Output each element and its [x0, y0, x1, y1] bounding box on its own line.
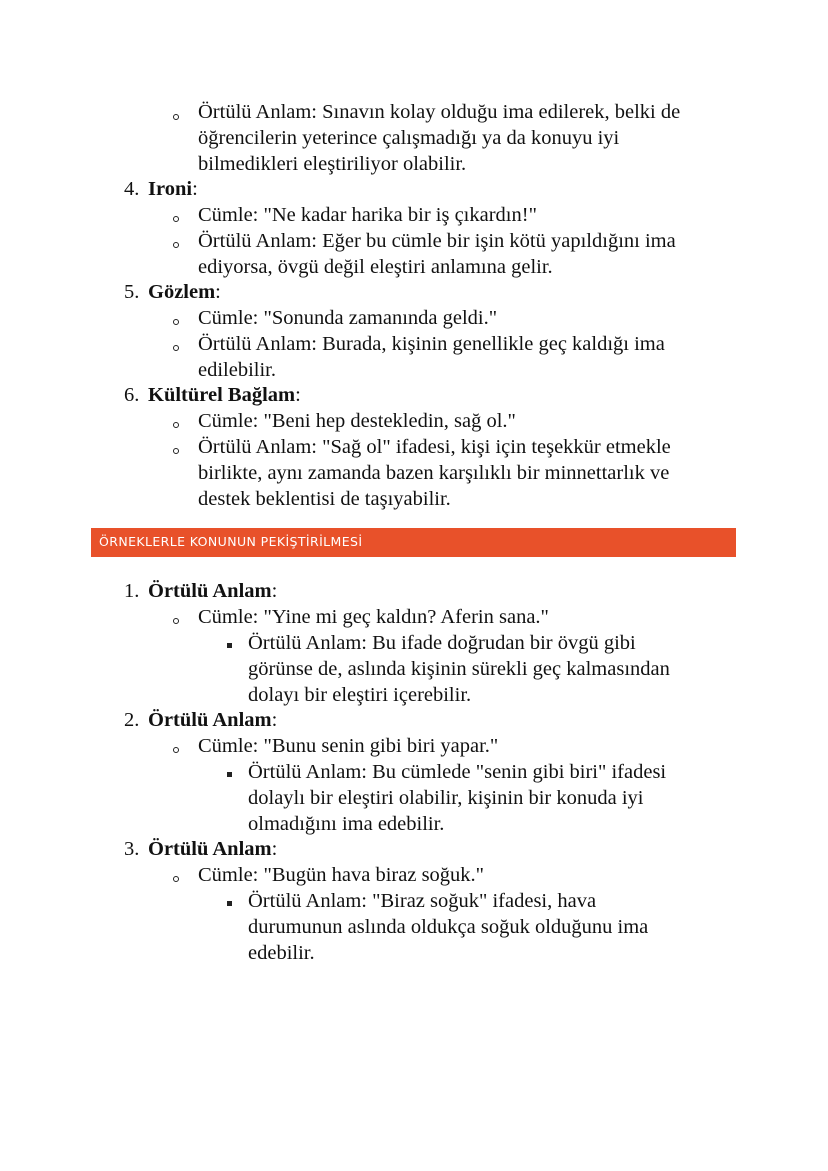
- item-title: Ironi: [148, 178, 193, 200]
- circle-bullet-icon: [173, 114, 179, 120]
- item-title: Örtülü Anlam: [148, 838, 272, 860]
- item-title-line: Örtülü Anlam:: [148, 838, 278, 860]
- intro-line: öğrencilerin yeterince çalışmadığı ya da konuyu iyi: [198, 127, 620, 149]
- list-number: 2.: [124, 709, 140, 731]
- circle-bullet-icon: [173, 747, 179, 753]
- implied-text: edebilir.: [248, 942, 315, 964]
- list-number: 5.: [124, 281, 140, 303]
- circle-bullet-icon: [173, 448, 179, 454]
- implied-text: edilebilir.: [198, 359, 276, 381]
- sentence-text: Cümle: "Yine mi geç kaldın? Aferin sana.": [198, 606, 549, 628]
- item-title: Gözlem: [148, 281, 216, 303]
- list-number: 3.: [124, 838, 140, 860]
- implied-text: Örtülü Anlam: Bu ifade doğrudan bir övgü gibi: [248, 632, 636, 654]
- circle-bullet-icon: [173, 319, 179, 325]
- sentence-text: Cümle: "Bugün hava biraz soğuk.": [198, 864, 485, 886]
- item-title-line: Kültürel Bağlam:: [148, 384, 301, 406]
- implied-text: destek beklentisi de taşıyabilir.: [198, 488, 451, 510]
- circle-bullet-icon: [173, 618, 179, 624]
- section-banner: [91, 528, 736, 557]
- item-title-line: Ironi:: [148, 178, 198, 200]
- sentence-text: Cümle: "Beni hep destekledin, sağ ol.": [198, 410, 516, 432]
- item-title: Örtülü Anlam: [148, 580, 272, 602]
- list-number: 4.: [124, 178, 140, 200]
- sentence-text: Cümle: "Ne kadar harika bir iş çıkardın!": [198, 204, 537, 226]
- circle-bullet-icon: [173, 216, 179, 222]
- implied-text: birlikte, aynı zamanda bazen karşılıklı bir minnettarlık ve: [198, 462, 670, 484]
- implied-text: Örtülü Anlam: "Sağ ol" ifadesi, kişi için teşekkür etmekle: [198, 436, 671, 458]
- circle-bullet-icon: [173, 242, 179, 248]
- implied-text: görünse de, aslında kişinin sürekli geç kalmasından: [248, 658, 670, 680]
- item-title-line: Gözlem:: [148, 281, 221, 303]
- implied-text: durumunun aslında oldukça soğuk olduğunu ima: [248, 916, 649, 938]
- circle-bullet-icon: [173, 876, 179, 882]
- sentence-text: Cümle: "Sonunda zamanında geldi.": [198, 307, 498, 329]
- implied-text: olmadığını ima edebilir.: [248, 813, 445, 835]
- item-title-line: Örtülü Anlam:: [148, 580, 278, 602]
- section-banner-label: ÖRNEKLERLE KONUNUN PEKİŞTİRİLMESİ: [99, 534, 363, 549]
- implied-text: ediyorsa, övgü değil eleştiri anlamına gelir.: [198, 256, 553, 278]
- list-number: 1.: [124, 580, 140, 602]
- square-bullet-icon: [227, 772, 232, 777]
- sentence-text: Cümle: "Bunu senin gibi biri yapar.": [198, 735, 499, 757]
- list-number: 6.: [124, 384, 140, 406]
- implied-text: dolaylı bir eleştiri olabilir, kişinin bir konuda iyi: [248, 787, 644, 809]
- circle-bullet-icon: [173, 345, 179, 351]
- item-title: Kültürel Bağlam: [148, 384, 296, 406]
- implied-text: dolayı bir eleştiri içerebilir.: [248, 684, 472, 706]
- square-bullet-icon: [227, 643, 232, 648]
- implied-text: Örtülü Anlam: Bu cümlede "senin gibi biri" ifadesi: [248, 761, 667, 783]
- implied-text: Örtülü Anlam: "Biraz soğuk" ifadesi, hava: [248, 890, 597, 912]
- intro-line: Örtülü Anlam: Sınavın kolay olduğu ima edilerek, belki de: [198, 101, 681, 123]
- implied-text: Örtülü Anlam: Burada, kişinin genellikle geç kaldığı ima: [198, 333, 665, 355]
- implied-text: Örtülü Anlam: Eğer bu cümle bir işin kötü yapıldığını ima: [198, 230, 676, 252]
- circle-bullet-icon: [173, 422, 179, 428]
- item-title-line: Örtülü Anlam:: [148, 709, 278, 731]
- item-title: Örtülü Anlam: [148, 709, 272, 731]
- intro-line: bilmedikleri eleştiriliyor olabilir.: [198, 153, 467, 175]
- square-bullet-icon: [227, 901, 232, 906]
